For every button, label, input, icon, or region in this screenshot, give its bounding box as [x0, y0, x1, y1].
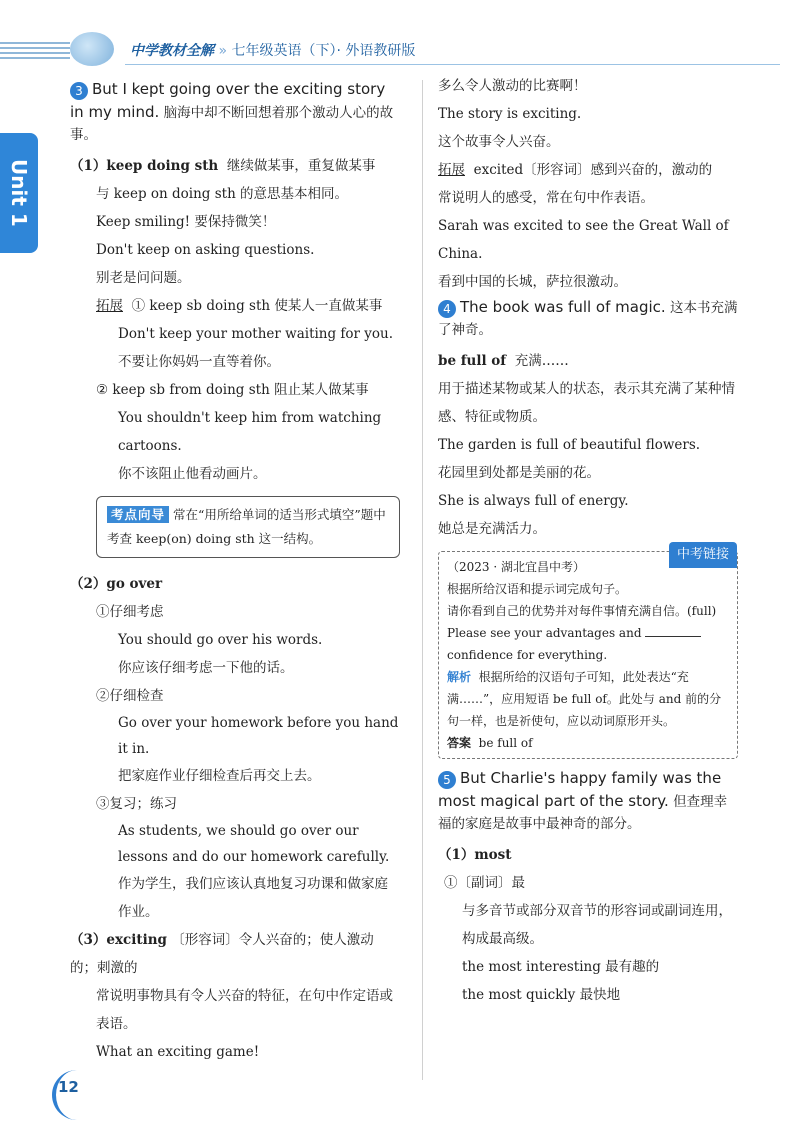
example-translation: 你不该阻止他看动画片。: [118, 466, 267, 482]
example-translation: 你应该仔细考虑一下他的话。: [118, 660, 294, 676]
example-translation: 把家庭作业仔细检查后再交上去。: [118, 768, 321, 784]
header-decoration: [0, 42, 70, 62]
page-number: 12: [58, 1078, 79, 1096]
item-desc: 与 keep on doing sth 的意思基本相同。: [96, 186, 349, 202]
item-most: （1）most: [438, 847, 512, 863]
exam-question: confidence for everything.: [447, 648, 608, 662]
unit-tab: Unit 1: [0, 133, 38, 253]
extension-1: 拓展 ① keep sb doing sth 使某人一直做某事: [96, 298, 383, 314]
example: Go over your homework before you hand it in.: [118, 715, 399, 757]
example-translation: 花园里到处都是美丽的花。: [438, 465, 600, 481]
page-header: [0, 30, 800, 70]
right-column: [438, 72, 738, 1009]
exam-question-line: Please see your advantages and: [447, 622, 729, 644]
example: Don't keep your mother waiting for you.: [118, 326, 394, 342]
meaning: ①仔细考虑: [96, 604, 164, 620]
example: What an exciting game!: [96, 1044, 260, 1060]
header-rule: [125, 64, 780, 65]
extension-2: ② keep sb from doing sth 阻止某人做某事: [96, 382, 369, 398]
example-translation: 这个故事令人兴奋。: [438, 134, 560, 150]
example: You shouldn't keep him from watching cartoons.: [118, 410, 382, 454]
example: Keep smiling! 要保持微笑！: [96, 214, 276, 230]
exam-analysis: 解析 根据所给的汉语句子可知，此处表达“充满……”，应用短语 be full of。此处与 and 前的分句一样，也是祈使句，应以动词原形开头。: [447, 670, 722, 728]
item-desc: 与多音节或部分双音节的形容词或副词连用，构成最高级。: [462, 903, 732, 947]
example: The story is exciting.: [438, 106, 582, 122]
sentence-4: 4 The book was full of magic. 这本书充满了神奇。: [438, 298, 738, 338]
example: Sarah was excited to see the Great Wall of China.: [438, 218, 729, 262]
sentence-number-badge: 5: [438, 771, 456, 789]
example: You should go over his words.: [118, 632, 323, 648]
answer-blank: [645, 636, 701, 637]
sentence-5: 5 But Charlie's happy family was the most magical part of the story. 但查理幸福的家庭是故事中最神奇的部分。: [438, 769, 728, 832]
exam-tip-label: 考点向导: [107, 506, 169, 523]
example-translation: 别老是问问题。: [96, 270, 191, 286]
meaning: ①〔副词〕最: [444, 875, 525, 891]
example: the most interesting 最有趣的: [462, 959, 660, 975]
item-desc: 常说明人的感受，常在句中作表语。: [438, 190, 654, 206]
sentence-3: 3 But I kept going over the exciting story in my mind. 脑海中却不断回想着那个激动人心的故事。: [70, 80, 394, 143]
exam-source: （2023 · 湖北宜昌中考）: [447, 560, 585, 574]
exam-tip-box: 考点向导 常在“用所给单词的适当形式填空”题中考查 keep(on) doing sth 这一结构。: [96, 496, 400, 558]
item-desc: 用于描述某物或某人的状态，表示其充满了某种情感、特征或物质。: [438, 381, 735, 425]
left-column: [70, 78, 400, 1066]
item-be-full-of: be full of 充满……: [438, 353, 569, 369]
example: As students, we should go over our lessons and do our homework carefully.: [118, 823, 390, 865]
example-translation: 多么令人激动的比赛啊！: [438, 78, 587, 94]
exam-answer: 答案 be full of: [447, 736, 533, 750]
extension: 拓展 excited〔形容词〕感到兴奋的，激动的: [438, 162, 713, 178]
item-desc: 常说明事物具有令人兴奋的特征，在句中作定语或表语。: [96, 988, 393, 1032]
exam-question: 请你看到自己的优势并对每件事情充满自信。(full): [447, 604, 717, 618]
example: Don't keep on asking questions.: [96, 242, 315, 258]
example: the most quickly 最快地: [462, 987, 621, 1003]
example-translation: 看到中国的长城，萨拉很激动。: [438, 274, 627, 290]
example: She is always full of energy.: [438, 493, 629, 509]
book-logo-icon: [70, 32, 114, 66]
column-divider: [422, 80, 423, 1080]
exam-link-box: [438, 547, 738, 759]
item-keep-doing: （1）keep doing sth 继续做某事，重复做某事: [70, 158, 376, 174]
sentence-number-badge: 3: [70, 82, 88, 100]
meaning: ③复习；练习: [96, 796, 177, 812]
item-exciting: （3）exciting 〔形容词〕令人兴奋的；使人激动的；刺激的: [70, 932, 374, 976]
example-translation: 不要让你妈妈一直等着你。: [118, 354, 280, 370]
example-translation: 作为学生，我们应该认真地复习功课和做家庭作业。: [118, 876, 388, 920]
exam-link-label: 中考链接: [669, 542, 737, 568]
meaning: ②仔细检查: [96, 688, 164, 704]
header-title: 中学教材全解 » 七年级英语（下）· 外语教研版: [130, 43, 416, 59]
exam-question: 根据所给汉语和提示词完成句子。: [447, 582, 628, 596]
sentence-number-badge: 4: [438, 300, 456, 318]
example-translation: 她总是充满活力。: [438, 521, 546, 537]
example: The garden is full of beautiful flowers.: [438, 437, 701, 453]
item-go-over: （2）go over: [70, 576, 163, 592]
